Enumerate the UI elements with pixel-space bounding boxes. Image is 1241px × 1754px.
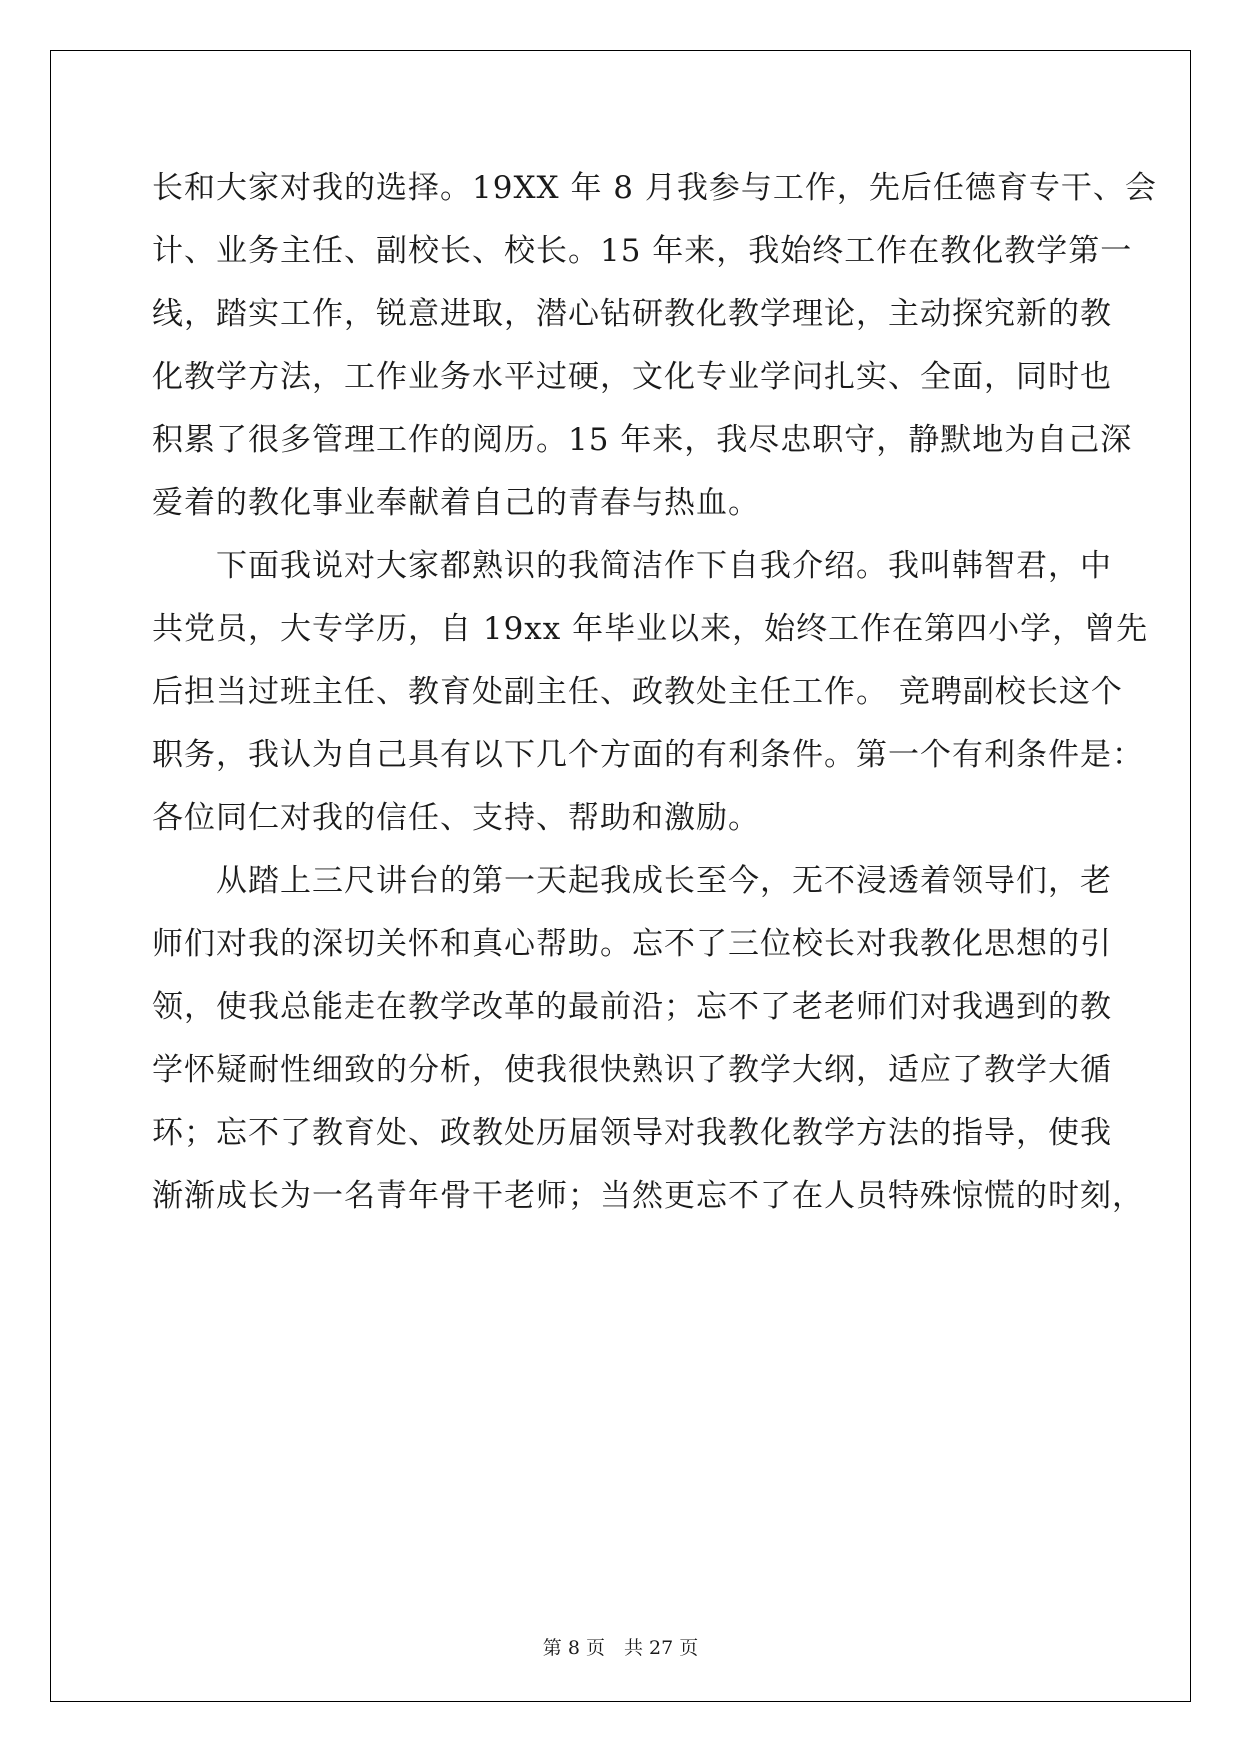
text-line: 渐渐成长为一名青年骨干老师；当然更忘不了在人员特殊惊慌的时刻， [152, 1178, 1144, 1214]
text-line: 长和大家对我的选择。19XX 年 8 月我参与工作，先后任德育专干、会 [152, 170, 1157, 206]
text-line: 师们对我的深切关怀和真心帮助。忘不了三位校长对我教化思想的引 [152, 926, 1112, 962]
text-line: 从踏上三尺讲台的第一天起我成长至今，无不浸透着领导们，老 [152, 863, 1112, 899]
text-line: 积累了很多管理工作的阅历。15 年来，我尽忠职守，静默地为自己深 [152, 422, 1133, 458]
page-footer: 第 8 页 共 27 页 [542, 1637, 699, 1659]
text-line: 后担当过班主任、教育处副主任、政教处主任工作。 竞聘副校长这个 [152, 674, 1123, 710]
text-line: 爱着的教化事业奉献着自己的青春与热血。 [152, 485, 760, 521]
text-line: 领，使我总能走在教学改革的最前沿；忘不了老老师们对我遇到的教 [152, 989, 1112, 1025]
text-line: 下面我说对大家都熟识的我简洁作下自我介绍。我叫韩智君，中 [152, 548, 1112, 584]
text-line: 共党员，大专学历，自 19xx 年毕业以来，始终工作在第四小学，曾先 [152, 611, 1149, 647]
text-line: 计、业务主任、副校长、校长。15 年来，我始终工作在教化教学第一 [152, 233, 1133, 269]
text-line: 学怀疑耐性细致的分析，使我很快熟识了教学大纲，适应了教学大循 [152, 1052, 1112, 1088]
text-line: 职务，我认为自己具有以下几个方面的有利条件。第一个有利条件是： [152, 737, 1144, 773]
text-line: 环；忘不了教育处、政教处历届领导对我教化教学方法的指导，使我 [152, 1115, 1112, 1151]
text-line: 线，踏实工作，锐意进取，潜心钻研教化教学理论，主动探究新的教 [152, 296, 1112, 332]
text-line: 各位同仁对我的信任、支持、帮助和激励。 [152, 800, 760, 836]
text-line: 化教学方法，工作业务水平过硬，文化专业学问扎实、全面，同时也 [152, 359, 1112, 395]
